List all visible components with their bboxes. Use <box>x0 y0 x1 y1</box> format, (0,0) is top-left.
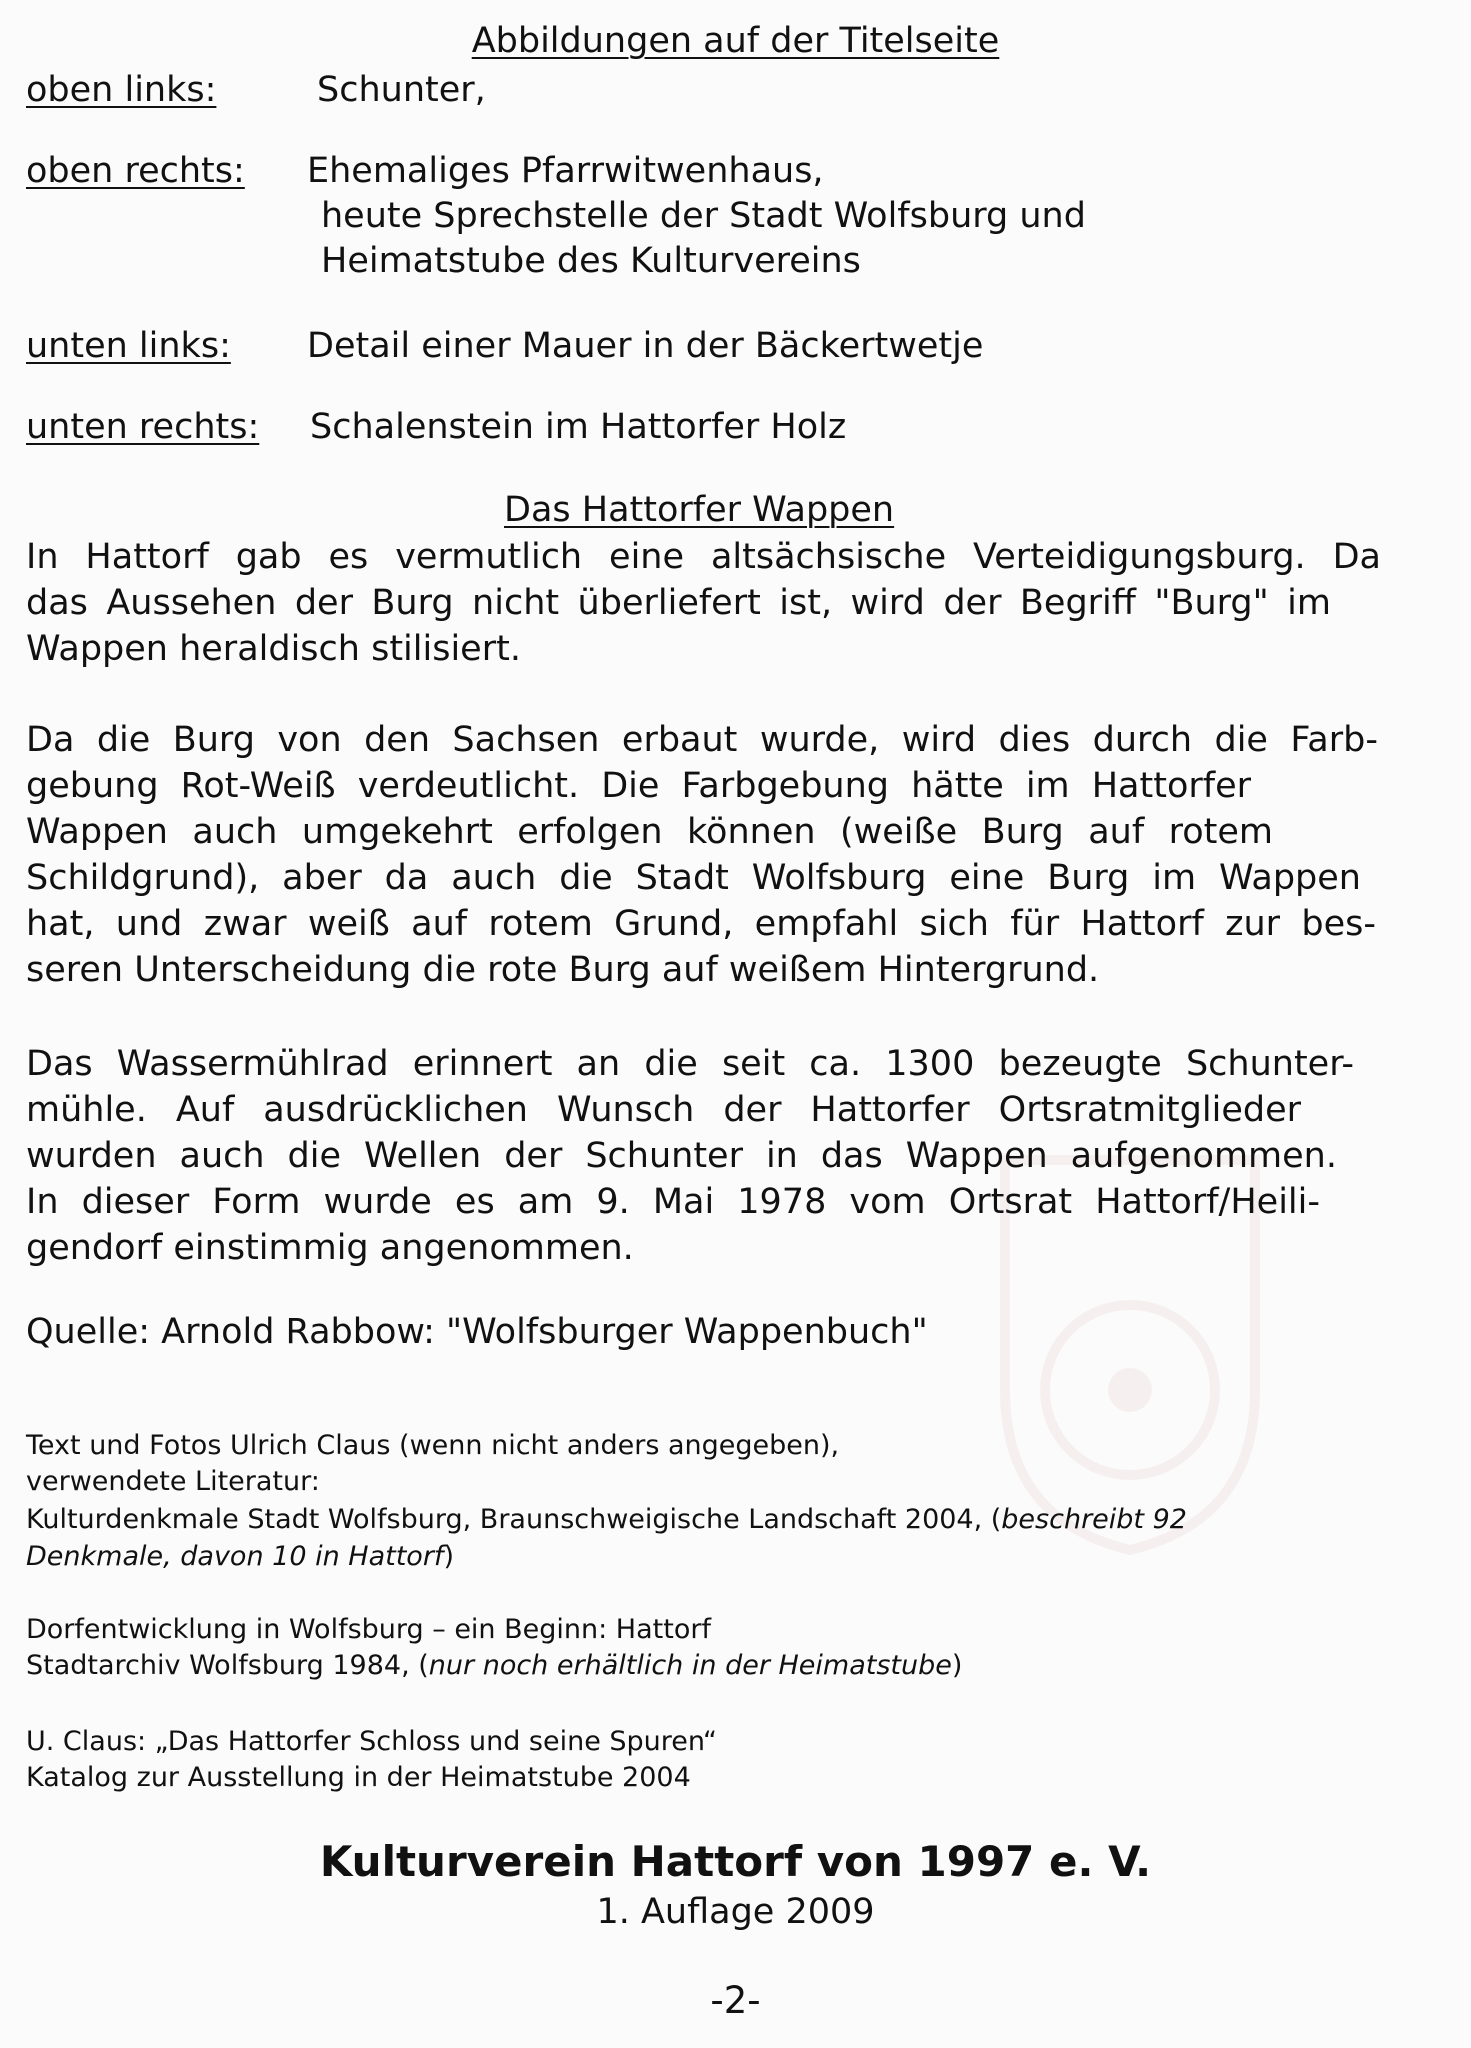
caption-unten-links: Detail einer Mauer in der Bäckertwetje <box>307 326 984 366</box>
wappen-paragraph-line: hat, und zwar weiß auf rotem Grund, empfahl sich für Hattorf zur bes- <box>26 904 1376 944</box>
cover-images-heading: Abbildungen auf der Titelseite <box>471 21 1000 61</box>
wappen-paragraph-line: mühle. Auf ausdrücklichen Wunsch der Hattorfer Ortsratmitglieder <box>26 1090 1301 1130</box>
literature-text: Stadtarchiv Wolfsburg 1984, ( <box>26 1650 429 1681</box>
caption-oben-rechts-line: Ehemaliges Pfarrwitwenhaus, <box>307 151 824 191</box>
wappen-paragraph-line: Wappen auch umgekehrt erfolgen können (weiße Burg auf rotem <box>26 812 1273 852</box>
literature-note: beschreibt 92 <box>1001 1504 1187 1535</box>
caption-oben-rechts-line: Heimatstube des Kulturvereins <box>321 241 861 281</box>
wappen-paragraph-line: gebung Rot-Weiß verdeutlicht. Die Farbgebung hätte im Hattorfer <box>26 766 1251 806</box>
page-number: -2- <box>710 1979 761 2022</box>
wappen-paragraph-line: das Aussehen der Burg nicht überliefert ist, wird der Begriff "Burg" im <box>26 583 1331 623</box>
wappen-paragraph-line: Das Wassermühlrad erinnert an die seit ca. 1300 bezeugte Schunter- <box>26 1044 1354 1084</box>
label-oben-rechts: oben rechts: <box>26 151 245 191</box>
label-unten-links: unten links: <box>26 326 231 366</box>
literature-item-continued: Katalog zur Ausstellung in der Heimatstube 2004 <box>26 1762 691 1793</box>
wappen-source: Quelle: Arnold Rabbow: "Wolfsburger Wappenbuch" <box>26 1312 928 1352</box>
wappen-paragraph-line: gendorf einstimmig angenommen. <box>26 1228 634 1268</box>
literature-note: nur noch erhältlich in der Heimatstube <box>428 1650 952 1681</box>
literature-item-continued <box>26 1539 454 1575</box>
publisher-title: Kulturverein Hattorf von 1997 e. V. <box>319 1837 1152 1886</box>
wappen-paragraph-line: wurden auch die Wellen der Schunter in das Wappen aufgenommen. <box>26 1136 1337 1176</box>
label-oben-links: oben links: <box>26 70 217 110</box>
wappen-paragraph-line: Schildgrund), aber da auch die Stadt Wolfsburg eine Burg im Wappen <box>26 858 1361 898</box>
literature-text: ) <box>951 1650 963 1681</box>
literature-item: U. Claus: „Das Hattorfer Schloss und seine Spuren“ <box>26 1726 718 1757</box>
wappen-paragraph-line: In dieser Form wurde es am 9. Mai 1978 vom Ortsrat Hattorf/Heili- <box>26 1182 1320 1222</box>
literature-note: Denkmale, davon 10 in Hattorf <box>26 1541 444 1572</box>
wappen-paragraph-line: seren Unterscheidung die rote Burg auf weißem Hintergrund. <box>26 950 1100 990</box>
wappen-heading: Das Hattorfer Wappen <box>504 490 895 530</box>
literature-item-continued <box>26 1648 962 1684</box>
literature-text: ) <box>443 1541 454 1572</box>
credits-line: verwendete Literatur: <box>26 1466 320 1497</box>
credits-line: Text und Fotos Ulrich Claus (wenn nicht anders angegeben), <box>26 1430 840 1461</box>
edition: 1. Auflage 2009 <box>596 1892 875 1932</box>
literature-item <box>26 1502 1187 1538</box>
wappen-paragraph-line: Wappen heraldisch stilisiert. <box>26 629 521 669</box>
wappen-paragraph-line: Da die Burg von den Sachsen erbaut wurde, wird dies durch die Farb- <box>26 720 1378 760</box>
caption-oben-rechts-line: heute Sprechstelle der Stadt Wolfsburg und <box>321 196 1086 236</box>
caption-unten-rechts: Schalenstein im Hattorfer Holz <box>310 407 847 447</box>
literature-text: Kulturdenkmale Stadt Wolfsburg, Braunschweigische Landschaft 2004, ( <box>26 1504 1002 1535</box>
wappen-paragraph-line: In Hattorf gab es vermutlich eine altsächsische Verteidigungsburg. Da <box>26 537 1381 577</box>
caption-oben-links: Schunter, <box>317 70 486 110</box>
literature-item: Dorfentwicklung in Wolfsburg – ein Beginn: Hattorf <box>26 1614 711 1645</box>
label-unten-rechts: unten rechts: <box>26 407 260 447</box>
